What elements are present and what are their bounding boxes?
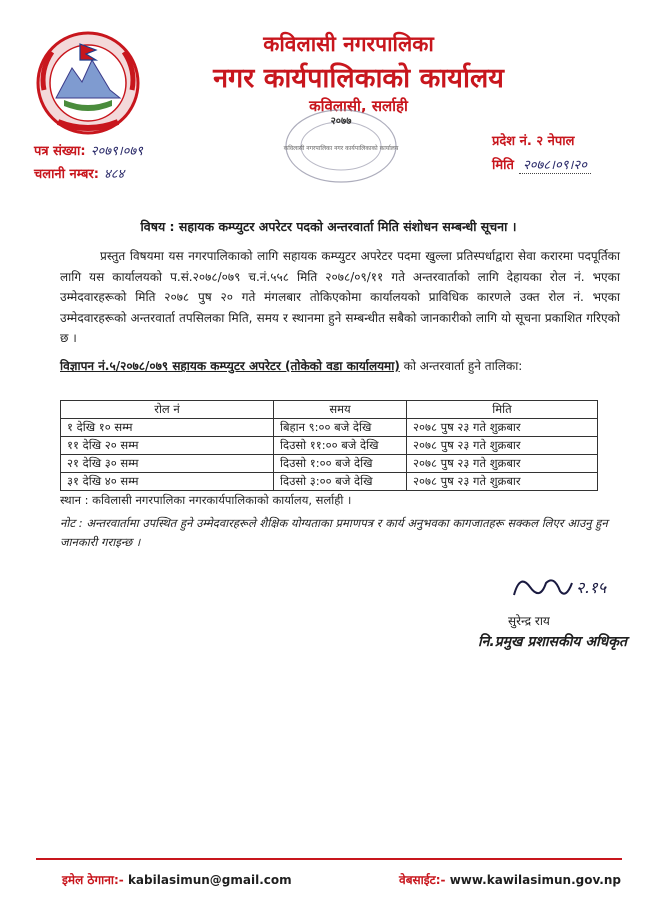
signatory-post: नि.प्रमुख प्रशासकीय अधिकृत <box>478 634 627 650</box>
dispatch-number: चलानी नम्बर: ४८४ <box>34 167 125 182</box>
cell-roll: ११ देखि २० सम्म <box>61 437 274 455</box>
date-value: २०७८।०९।२० <box>519 158 591 174</box>
stamp-text: कविलासी नगरपालिका नगर कार्यपालिकाको कार्यालय <box>283 145 399 152</box>
notice-body <box>60 246 620 349</box>
body-paragraph: प्रस्तुत विषयमा यस नगरपालिकाको लागि सहायक कम्प्युटर अपरेटर पदमा खुल्ला प्रतिस्पर्धाद्वारा सेवा करारमा पदपूर्तिका लागि यस कार्यालयको प.सं.२०७८/०७९ च.नं.५५८ मिति २०७८/०९/११ गते अन्तरवार्ताको लागि देहायका रोल नं. भएका उम्मेदवारहरूको मिति २०७८ पुष २० गते मंगलबार तोकिएकोमा कार्यालयको प्राविधिक कारणले उक्त रोल नं. भएका उम्मेदवारहरूको अन्तरवार्ता तपसिलका मिति, समय र स्थानमा हुने सम्बन्धीत सबैको जानकारीको लागि यो सूचना प्रकाशित गरिएको छ । <box>60 249 620 345</box>
table-row <box>61 455 598 473</box>
footer-email <box>62 871 292 888</box>
email-link[interactable]: kabilasimun@gmail.com <box>127 873 292 887</box>
website-link[interactable]: www.kawilasimun.gov.np <box>449 873 621 887</box>
footer-divider <box>36 858 622 860</box>
table-row <box>61 419 598 437</box>
official-stamp <box>282 106 400 186</box>
cell-roll: २१ देखि ३० सम्म <box>61 455 274 473</box>
notice-subject: विषय : सहायक कम्प्युटर अपरेटर पदको अन्तरवार्ता मिति संशोधन सम्बन्धी सूचना । <box>140 219 517 234</box>
header-date: मिति <box>407 401 598 419</box>
cell-roll: ३१ देखि ४० सम्म <box>61 473 274 491</box>
advertisement-number: विज्ञापन नं.५/२०७८/०७९ सहायक कम्प्युटर अपरेटर (तोकेको वडा कार्यालयमा) <box>60 359 400 373</box>
table-row <box>61 437 598 455</box>
interview-schedule-table <box>60 400 598 491</box>
dispatch-number-value: ४८४ <box>104 167 125 182</box>
cell-date: २०७८ पुष २३ गते शुक्रबार <box>407 419 598 437</box>
signatory-name: सुरेन्द्र राय <box>508 614 550 628</box>
email-label: इमेल ठेगाना:- <box>62 873 124 887</box>
table-row <box>61 473 598 491</box>
header-roll-no: रोल नं <box>61 401 274 419</box>
header-time: समय <box>274 401 407 419</box>
advertisement-title <box>60 356 620 376</box>
office-name: नगर कार्यपालिकाको कार्यालय <box>213 63 504 94</box>
municipality-name: कविलासी नगरपालिका <box>263 32 434 56</box>
letter-number-value: २०७९।०७९ <box>90 144 143 159</box>
cell-date: २०७८ पुष २३ गते शुक्रबार <box>407 437 598 455</box>
notice-note: नोट : अन्तरवार्तामा उपस्थित हुने उम्मेदवारहरूले शैक्षिक योग्यताका प्रमाणपत्र र कार्य अनुभवका कागजातहरू सक्कल लिएर आउनु हुन जानकारी गराइन्छ । <box>60 516 608 549</box>
cell-time: दिउसो १:०० बजे देखि <box>274 455 407 473</box>
interview-place: स्थान : कविलासी नगरपालिका नगरकार्यपालिकाको कार्यालय, सर्लाही । <box>60 493 352 507</box>
cell-time: बिहान ९:०० बजे देखि <box>274 419 407 437</box>
stamp-year: २०७७ <box>330 116 352 127</box>
cell-time: दिउसो ३:०० बजे देखि <box>274 473 407 491</box>
cell-time: दिउसो ११:०० बजे देखि <box>274 437 407 455</box>
date-line: मिति २०७८।०९।२० <box>492 154 591 173</box>
cell-date: २०७८ पुष २३ गते शुक्रबार <box>407 455 598 473</box>
signature-text: २.१५ <box>576 578 607 597</box>
advertisement-title-rest: को अन्तरवार्ता हुने तालिका: <box>399 359 523 373</box>
website-label: वेबसाईट:- <box>399 873 446 887</box>
office-address: कविलासी, सर्लाही <box>309 97 408 115</box>
letter-number: पत्र संख्या: २०७९।०७९ <box>34 144 143 159</box>
table-header-row <box>61 401 598 419</box>
cell-roll: १ देखि १० सम्म <box>61 419 274 437</box>
province-label: प्रदेश नं. २ नेपाल <box>492 134 575 149</box>
cell-date: २०७८ पुष २३ गते शुक्रबार <box>407 473 598 491</box>
signature-mark <box>510 565 620 605</box>
footer-website <box>399 871 621 888</box>
